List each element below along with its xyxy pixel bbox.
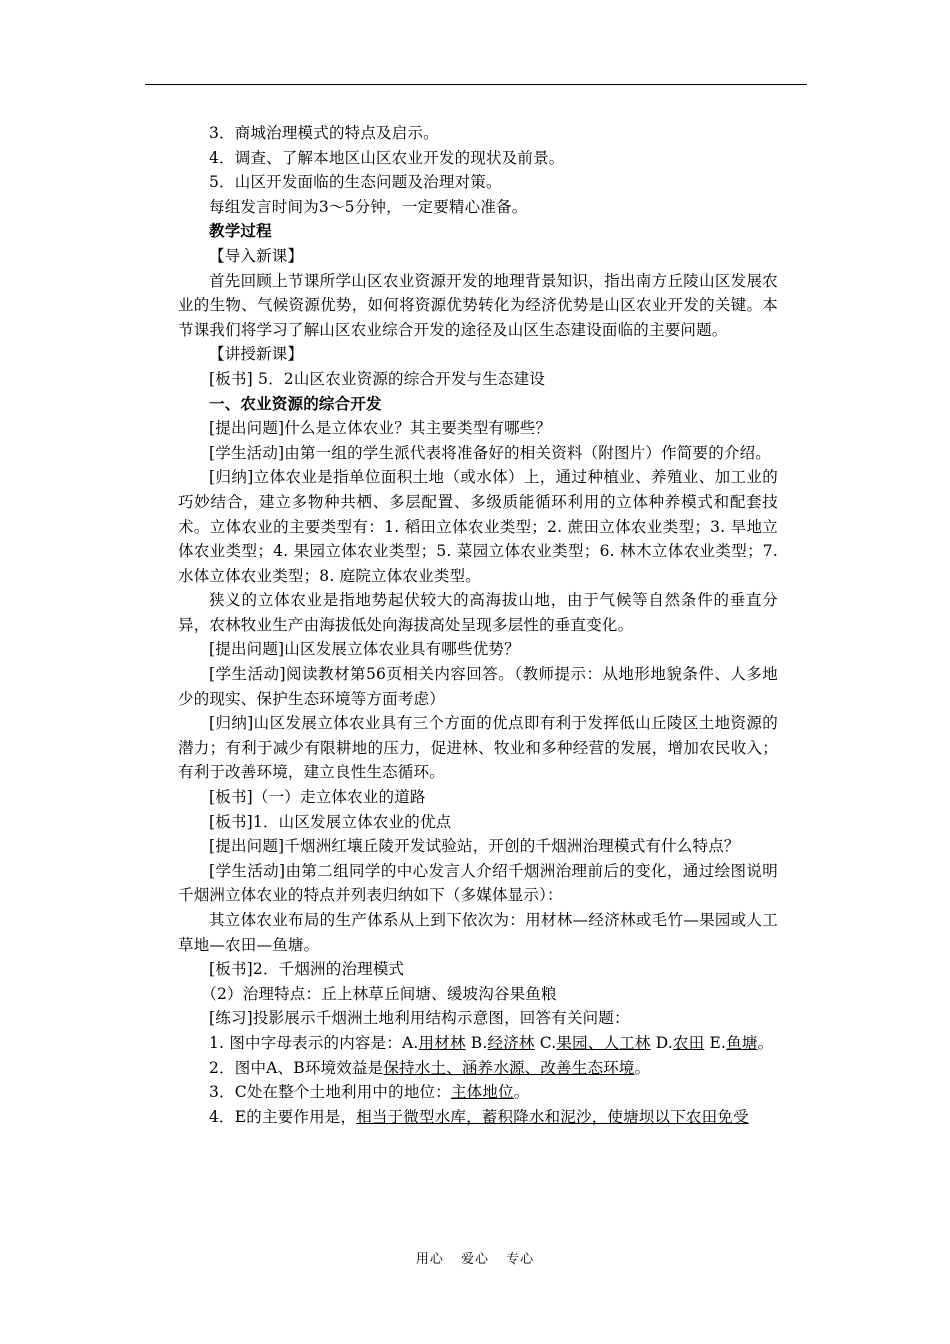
- list-item-4: 4．调查、了解本地区山区农业开发的现状及前景。: [209, 148, 565, 167]
- student-activity-2: [学生活动]阅读教材第56页相关内容回答。（教师提示：从地形地貌条件、人多地少的现实、保护生态环境等方面考虑）: [178, 665, 778, 708]
- board-title: [板书] 5．2山区农业资源的综合开发与生态建设: [209, 369, 546, 388]
- question-2: [提出问题]山区发展立体农业具有哪些优势？: [209, 640, 520, 659]
- answer-e: 鱼塘: [726, 1033, 758, 1052]
- governance-features: （2）治理特点：丘上林草丘间塘、缓坡沟谷果鱼粮: [201, 984, 557, 1003]
- summary-1: [归纳]立体农业是指单位面积土地（或水体）上，通过种植业、养殖业、加工业的巧妙结合，建立多物种共栖、多层配置、多级质能循环利用的立体种养模式和配套技术。立体农业的主要类型有：1. 稻田立体农业类型；2. 蔗田立体农业类型；3. 旱地立体农业类型；4. 果园立体农业类型；5. 菜园立体农业类型；6. 林木立体农业类型；7. 水体立体农业类型；8. 庭院立体农业类型。: [178, 468, 778, 585]
- footer-word-1: 用心: [415, 1252, 444, 1267]
- document-body: [178, 121, 778, 1129]
- footer-word-3: 专心: [506, 1252, 535, 1267]
- answer-e-role: 相当于微型水库，蓄积降水和泥沙，使塘坝以下农田免受: [356, 1107, 749, 1126]
- exercise-intro: [练习]投影展示千烟洲土地利用结构示意图，回答有关问题：: [209, 1009, 630, 1028]
- board-point-3: [板书]2．千烟洲的治理模式: [209, 960, 405, 979]
- answer-d: 农田: [672, 1033, 705, 1052]
- answer-a: 用材林: [418, 1033, 466, 1052]
- subheading-new-lesson: 【讲授新课】: [209, 345, 304, 364]
- exercise-item-1: 1. 图中字母表示的内容是：A.用材林 B.经济林 C.果园、人工林 D.农田 E.鱼塘。: [209, 1033, 774, 1052]
- student-activity-3: [学生活动]由第二组同学的中心发言人介绍千烟洲治理前后的变化，通过绘图说明千烟洲立体农业的特点并列表归纳如下（多媒体显示）：: [178, 861, 778, 905]
- intro-paragraph: 首先回顾上节课所学山区农业资源开发的地理背景知识，指出南方丘陵山区发展农业的生物、气候资源优势，如何将资源优势转化为经济优势是山区农业开发的关键。本节课我们将学习了解山区农业综合开发的途径及山区生态建设面临的主要问题。: [178, 271, 778, 339]
- exercise-item-3: 3．C处在整个土地利用中的地位：主体地位。: [209, 1083, 530, 1102]
- answer-b: 经济林: [487, 1033, 535, 1052]
- exercise-item-2: 2．图中A、B环境效益是保持水土、涵养水源、改善生态环境。: [209, 1058, 651, 1077]
- footer-word-2: 爱心: [460, 1252, 489, 1267]
- list-item-5: 5．山区开发面临的生态问题及治理对策。: [209, 173, 502, 192]
- question-1: [提出问题]什么是立体农业？其主要类型有哪些？: [209, 419, 552, 438]
- answer-environmental-benefit: 保持水土、涵养水源、改善生态环境: [383, 1058, 635, 1077]
- student-activity-1: [学生活动]由第一组的学生派代表将准备好的相关资料（附图片）作简要的介绍。: [209, 443, 771, 462]
- time-note: 每组发言时间为3～5分钟，一定要精心准备。: [209, 197, 528, 216]
- section-heading-resource-development: 一、农业资源的综合开发: [209, 393, 382, 413]
- exercise-item-4: 4．E的主要作用是，相当于微型水库，蓄积降水和泥沙，使塘坝以下农田免受: [209, 1107, 749, 1126]
- production-system: 其立体农业布局的生产体系从上到下依次为：用材林—经济林或毛竹—果园或人工草地—农田—鱼塘。: [178, 911, 778, 954]
- list-item-3: 3．商城治理模式的特点及启示。: [209, 124, 439, 142]
- answer-c: 果园、人工林: [556, 1033, 651, 1052]
- board-point-1: [板书]（一）走立体农业的道路: [209, 788, 426, 807]
- section-heading-teaching-process: 教学过程: [209, 221, 272, 241]
- header-rule: [145, 84, 807, 85]
- board-point-2: [板书]1．山区发展立体农业的优点: [209, 812, 452, 831]
- subheading-intro: 【导入新课】: [209, 246, 304, 265]
- summary-2: [归纳]山区发展立体农业具有三个方面的优点即有利于发挥低山丘陵区土地资源的潜力；有利于减少有限耕地的压力，促进林、牧业和多种经营的发展，增加农民收入；有利于改善环境，建立良性生态循环。: [178, 714, 778, 782]
- narrow-definition: 狭义的立体农业是指地势起伏较大的高海拔山地，由于气候等自然条件的垂直分异，农林牧业生产由海拔低处向海拔高处呈现多层性的垂直变化。: [178, 591, 778, 634]
- answer-c-role: 主体地位: [450, 1083, 514, 1102]
- page-footer: [0, 1248, 950, 1267]
- question-3: [提出问题]千烟洲红壤丘陵开发试验站，开创的千烟洲治理模式有什么特点？: [209, 837, 740, 856]
